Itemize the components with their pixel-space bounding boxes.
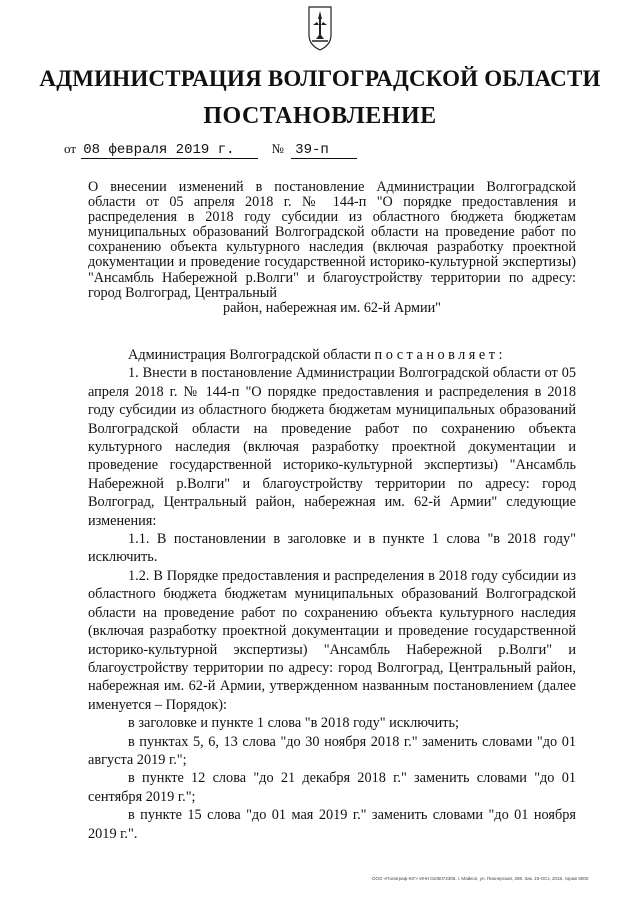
amendment-item-points-5-6-13: в пунктах 5, 6, 13 слова "до 30 ноября 2018 г." заменить словами "до 01 августа 2019 г.";: [88, 733, 576, 768]
coat-of-arms-emblem: [307, 5, 333, 51]
document-number: 39-п: [291, 142, 357, 159]
subject-text: О внесении изменений в постановление Администрации Волгоградской области от 05 апреля 2018 г. № 144-п "О порядке предоставления и распределения в 2018 году субсидии из областного бюджета бюджетам муниципальных образований Волгоградской области на проведение работ по сохранению объекта культурного наследия (включая разработку проектной документации и проведение государственной историко-культурной экспертизы) "Ансамбль Набережной р.Волги" и благоустройству территории по адресу: город Волгоград, Центральный: [88, 179, 576, 301]
document-subject: [88, 180, 576, 316]
document-type: ПОСТАНОВЛЕНИЕ: [203, 103, 437, 129]
number-label: №: [271, 141, 284, 156]
from-label: от: [64, 141, 77, 156]
subject-last-line: район, набережная им. 62-й Армии": [223, 299, 441, 316]
document-date: 08 февраля 2019 г.: [81, 142, 258, 159]
paragraph-1: 1. Внести в постановление Администрации Волгоградской области от 05 апреля 2018 г. № 144-п "О порядке предоставления и распределения в 2018 году субсидии из областного бюджета бюджетам муниципальных образований Волгоградской области на проведение работ по сохранению объекта культурного наследия (включая разработку проектной документации и проведение государственной историко-культурной экспертизы) "Ансамбль Набережной р.Волги" и благоустройству территории по адресу: город Волгоград, Центральный район, набережная им. 62-й Армии" следующие изменения:: [88, 365, 576, 529]
intro-prefix: Администрация Волгоградской области: [128, 347, 371, 363]
amendment-item-title: в заголовке и пункте 1 слова "в 2018 году" исключить;: [128, 715, 459, 732]
amendment-item-point-12: в пункте 12 слова "до 21 декабря 2018 г." заменить словами "до 01 сентября 2019 г.";: [88, 770, 576, 805]
amendment-item-point-15: в пункте 15 слова "до 01 мая 2019 г." заменить словами "до 01 ноября 2019 г.".: [88, 807, 576, 842]
organization-title: АДМИНИСТРАЦИЯ ВОЛГОГРАДСКОЙ ОБЛАСТИ: [39, 66, 601, 91]
intro-verb: постановляет:: [374, 347, 506, 363]
document-date-number-line: [64, 141, 357, 159]
intro-paragraph: [88, 346, 576, 364]
paragraph-1-2: 1.2. В Порядке предоставления и распределения в 2018 году субсидии из областного бюджета бюджетам муниципальных образований Волгоградской области на проведение работ по сохранению объекта культурного наследия (включая разработку проектной документации и проведение государственной историко-культурной экспертизы) "Ансамбль Набережной р.Волги" и благоустройству территории по адресу: город Волгоград, Центральный район, набережная им. 62-й Армии, утвержденном названным постановлением (далее именуется – Порядок):: [88, 567, 576, 713]
printer-footer: ООО «Полиграф-ЮГ» ИНН 0105072306, г. Майкоп, ул. Пионерская, 288. Зак. 19-ОСз, 2015, тираж 6000: [372, 876, 589, 881]
paragraph-1-1: 1.1. В постановлении в заголовке и в пункте 1 слова "в 2018 году" исключить.: [88, 531, 576, 566]
document-body: [88, 346, 576, 843]
